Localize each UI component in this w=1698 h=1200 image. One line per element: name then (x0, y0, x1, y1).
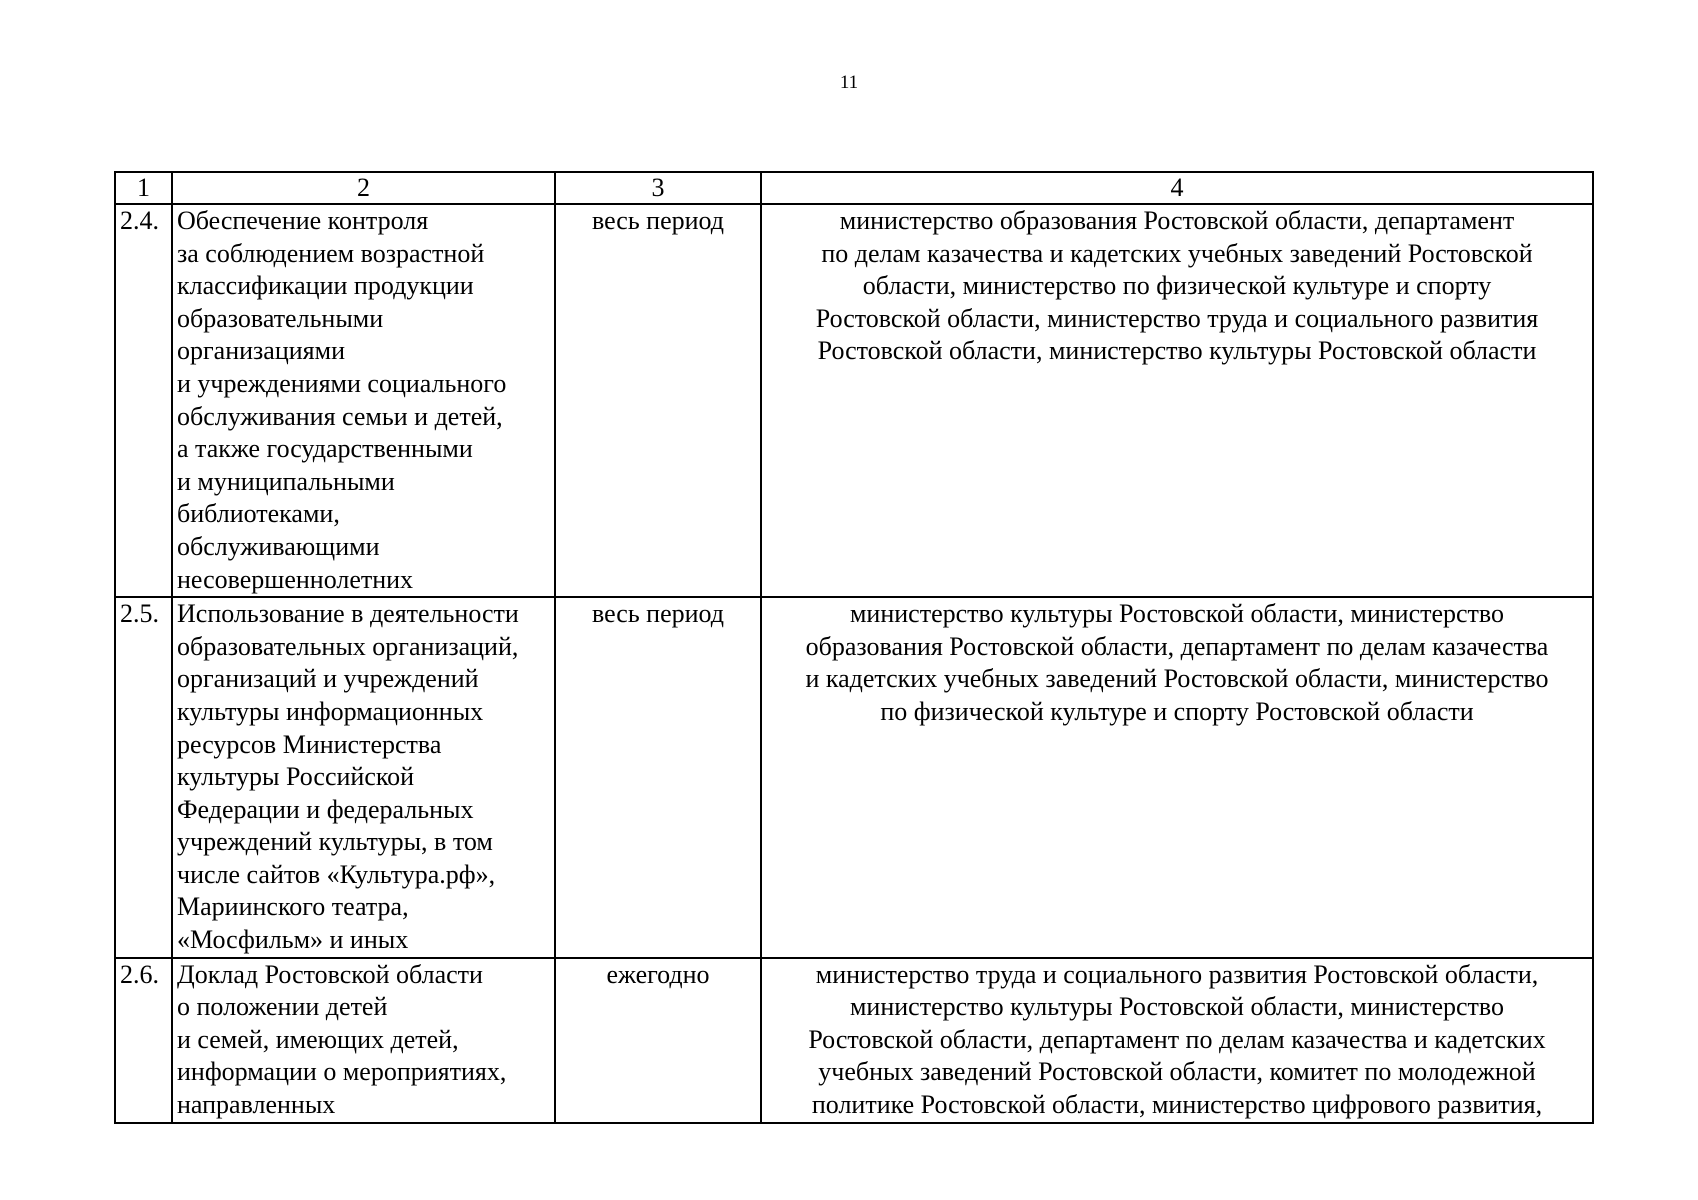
column-header-1: 1 (115, 172, 172, 204)
column-header-4: 4 (761, 172, 1593, 204)
table-row (115, 204, 1593, 597)
row-number: 2.4. (115, 204, 172, 597)
column-header-3: 3 (555, 172, 761, 204)
row-executors: министерство труда и социального развития Ростовской области, министерство культуры Ростовской области, министерство Ростовской области, департамент по делам казачества и кадетских учебных заведений Ростовской области, комитет по молодежной политике Ростовской области, министерство цифрового развития, (761, 958, 1593, 1123)
page-number: 11 (839, 72, 859, 93)
measures-table (114, 171, 1594, 1124)
row-executors: министерство образования Ростовской области, департамент по делам казачества и кадетских учебных заведений Ростовской области, министерство по физической культуре и спорту Ростовской области, министерство труда и социального развития Ростовской области, министерство культуры Ростовской области (761, 204, 1593, 597)
row-term: весь период (555, 597, 761, 958)
table-header-row (115, 172, 1593, 204)
row-term: ежегодно (555, 958, 761, 1123)
row-executors: министерство культуры Ростовской области, министерство образования Ростовской области, департамент по делам казачества и кадетских учебных заведений Ростовской области, министерство по физической культуре и спорту Ростовской области (761, 597, 1593, 958)
row-task: Использование в деятельности образовательных организаций, организаций и учреждений культуры информационных ресурсов Министерства культуры Российской Федерации и федеральных учреждений культуры, в том числе сайтов «Культура.рф», Мариинского театра, «Мосфильм» и иных (172, 597, 555, 958)
row-number: 2.5. (115, 597, 172, 958)
row-number: 2.6. (115, 958, 172, 1123)
row-task: Обеспечение контроля за соблюдением возрастной классификации продукции образовательными организациями и учреждениями социального обслуживания семьи и детей, а также государственными и муниципальными библиотеками, обслуживающими несовершеннолетних (172, 204, 555, 597)
table-row (115, 958, 1593, 1123)
column-header-2: 2 (172, 172, 555, 204)
row-task: Доклад Ростовской области о положении детей и семей, имеющих детей, информации о мероприятиях, направленных (172, 958, 555, 1123)
row-term: весь период (555, 204, 761, 597)
table-row (115, 597, 1593, 958)
